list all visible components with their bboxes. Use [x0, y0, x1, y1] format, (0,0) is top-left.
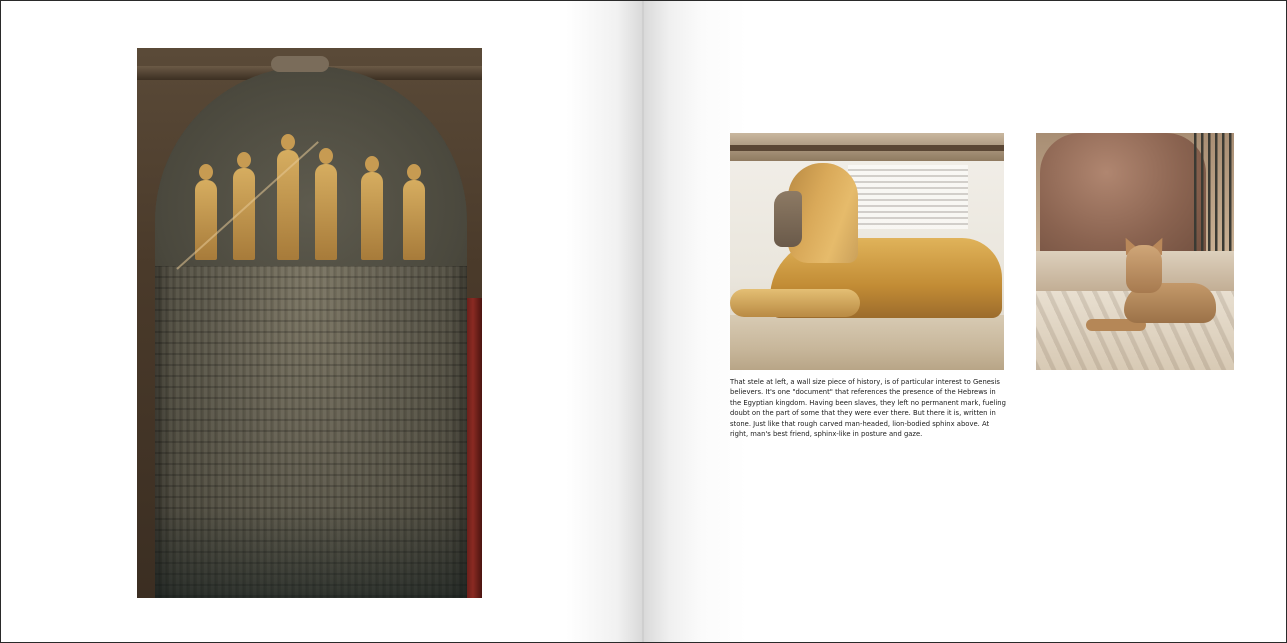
stele-base — [155, 508, 467, 598]
display-case-frame — [730, 145, 1004, 151]
photo-caption: That stele at left, a wall size piece of history, is of particular interest to Genesis believers. It's one "document" that references the presence of the Hebrews in the Egyptian kingdom. Having been slaves, they left no permanent mark, fueling doubt on the part of some that they were ever there. But there it is, written in stone. Just like that rough carved man-headed, lion-bodied sphinx above. At right, man's best friend, sphinx-like in posture and gaze. — [730, 378, 1006, 439]
iron-fence — [1194, 133, 1234, 253]
stele-photo — [137, 48, 482, 598]
dog-head — [1126, 245, 1162, 293]
relief-figure — [403, 180, 425, 260]
left-page — [1, 1, 643, 642]
dog-photo — [1036, 133, 1234, 370]
sphinx-face — [774, 191, 802, 247]
relief-figure — [361, 172, 383, 260]
sphinx-plinth — [730, 315, 1004, 370]
stele-mount-cap — [271, 56, 329, 72]
relief-figure — [315, 164, 337, 260]
museum-placard — [848, 165, 968, 229]
sphinx-paw — [730, 289, 860, 317]
stele-relief-scene — [155, 66, 467, 266]
sphinx-photo — [730, 133, 1004, 370]
